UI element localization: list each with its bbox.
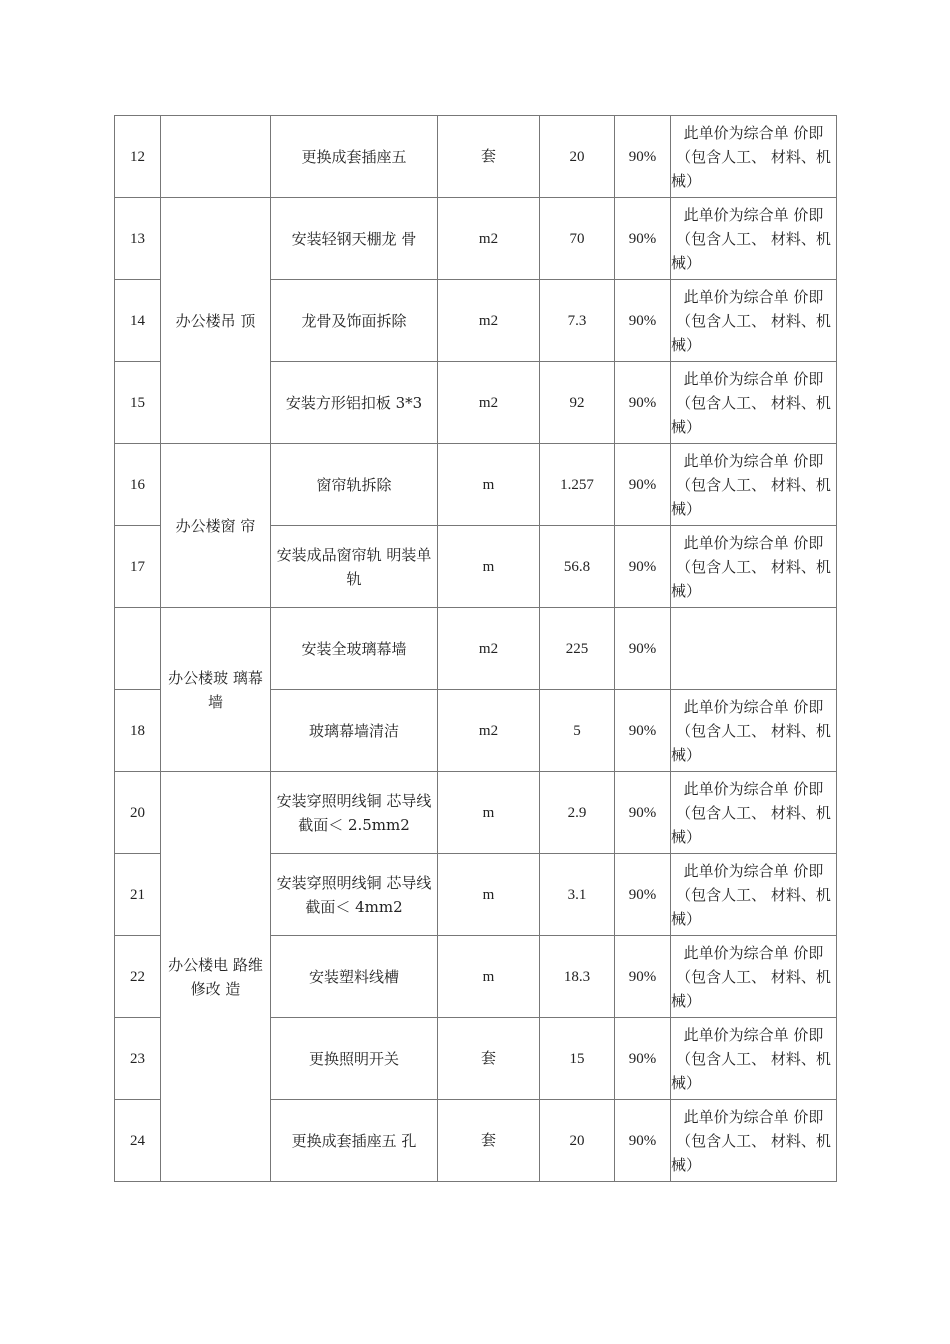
- rate-cell: 90%: [615, 690, 671, 772]
- note-cell: 此单价为综合单 价即（包含人工、 材料、机械）: [671, 1018, 837, 1100]
- unit-cell: 套: [438, 1018, 540, 1100]
- item-name: 安装穿照明线铜 芯导线截面＜ 2.5mm2: [271, 772, 438, 854]
- table-row: [115, 772, 837, 854]
- row-number: 21: [115, 854, 161, 936]
- unit-cell: m2: [438, 690, 540, 772]
- unit-cell: m2: [438, 280, 540, 362]
- unit-cell: 套: [438, 116, 540, 198]
- note-cell: 此单价为综合单 价即（包含人工、 材料、机械）: [671, 198, 837, 280]
- quantity-cell: 92: [540, 362, 615, 444]
- row-number: 18: [115, 690, 161, 772]
- rate-cell: 90%: [615, 1018, 671, 1100]
- item-name: 安装全玻璃幕墙: [271, 608, 438, 690]
- rate-cell: 90%: [615, 1100, 671, 1182]
- rate-cell: 90%: [615, 116, 671, 198]
- rate-cell: 90%: [615, 280, 671, 362]
- quantity-cell: 20: [540, 116, 615, 198]
- quantity-cell: 225: [540, 608, 615, 690]
- row-number: 12: [115, 116, 161, 198]
- quantity-cell: 3.1: [540, 854, 615, 936]
- quantity-cell: 2.9: [540, 772, 615, 854]
- note-cell: 此单价为综合单 价即（包含人工、 材料、机械）: [671, 690, 837, 772]
- table-row: [115, 444, 837, 526]
- table-row: [115, 608, 837, 690]
- unit-cell: m: [438, 444, 540, 526]
- unit-cell: m2: [438, 198, 540, 280]
- note-cell: 此单价为综合单 价即（包含人工、 材料、机械）: [671, 444, 837, 526]
- quantity-cell: 20: [540, 1100, 615, 1182]
- row-number: 14: [115, 280, 161, 362]
- row-number: 20: [115, 772, 161, 854]
- item-name: 窗帘轨拆除: [271, 444, 438, 526]
- note-cell: 此单价为综合单 价即（包含人工、 材料、机械）: [671, 936, 837, 1018]
- note-cell: 此单价为综合单 价即（包含人工、 材料、机械）: [671, 362, 837, 444]
- table-row: [115, 198, 837, 280]
- row-number: [115, 608, 161, 690]
- rate-cell: 90%: [615, 608, 671, 690]
- row-number: 16: [115, 444, 161, 526]
- row-number: 13: [115, 198, 161, 280]
- quantity-cell: 1.257: [540, 444, 615, 526]
- note-cell: 此单价为综合单 价即（包含人工、 材料、机械）: [671, 526, 837, 608]
- item-name: 安装轻钢天棚龙 骨: [271, 198, 438, 280]
- quantity-cell: 5: [540, 690, 615, 772]
- quantity-cell: 70: [540, 198, 615, 280]
- rate-cell: 90%: [615, 444, 671, 526]
- row-number: 17: [115, 526, 161, 608]
- rate-cell: 90%: [615, 936, 671, 1018]
- unit-cell: 套: [438, 1100, 540, 1182]
- quote-table: [114, 115, 837, 1182]
- rate-cell: 90%: [615, 198, 671, 280]
- item-name: 更换照明开关: [271, 1018, 438, 1100]
- category-cell: 办公楼电 路维修改 造: [161, 772, 271, 1182]
- note-cell: 此单价为综合单 价即（包含人工、 材料、机械）: [671, 116, 837, 198]
- unit-cell: m: [438, 526, 540, 608]
- row-number: 22: [115, 936, 161, 1018]
- item-name: 安装成品窗帘轨 明装单轨: [271, 526, 438, 608]
- item-name: 更换成套插座五 孔: [271, 1100, 438, 1182]
- category-cell: [161, 116, 271, 198]
- row-number: 23: [115, 1018, 161, 1100]
- category-cell: 办公楼窗 帘: [161, 444, 271, 608]
- item-name: 更换成套插座五: [271, 116, 438, 198]
- unit-cell: m: [438, 936, 540, 1018]
- table-row: [115, 116, 837, 198]
- item-name: 玻璃幕墙清洁: [271, 690, 438, 772]
- quantity-cell: 7.3: [540, 280, 615, 362]
- row-number: 24: [115, 1100, 161, 1182]
- rate-cell: 90%: [615, 772, 671, 854]
- note-cell: [671, 608, 837, 690]
- row-number: 15: [115, 362, 161, 444]
- category-cell: 办公楼吊 顶: [161, 198, 271, 444]
- note-cell: 此单价为综合单 价即（包含人工、 材料、机械）: [671, 854, 837, 936]
- rate-cell: 90%: [615, 526, 671, 608]
- unit-cell: m2: [438, 608, 540, 690]
- unit-cell: m: [438, 854, 540, 936]
- unit-cell: m2: [438, 362, 540, 444]
- rate-cell: 90%: [615, 362, 671, 444]
- item-name: 龙骨及饰面拆除: [271, 280, 438, 362]
- note-cell: 此单价为综合单 价即（包含人工、 材料、机械）: [671, 1100, 837, 1182]
- quantity-cell: 15: [540, 1018, 615, 1100]
- note-cell: 此单价为综合单 价即（包含人工、 材料、机械）: [671, 772, 837, 854]
- note-cell: 此单价为综合单 价即（包含人工、 材料、机械）: [671, 280, 837, 362]
- quantity-cell: 18.3: [540, 936, 615, 1018]
- item-name: 安装方形铝扣板 3*3: [271, 362, 438, 444]
- unit-cell: m: [438, 772, 540, 854]
- item-name: 安装塑料线槽: [271, 936, 438, 1018]
- category-cell: 办公楼玻 璃幕墙: [161, 608, 271, 772]
- rate-cell: 90%: [615, 854, 671, 936]
- quantity-cell: 56.8: [540, 526, 615, 608]
- item-name: 安装穿照明线铜 芯导线截面＜ 4mm2: [271, 854, 438, 936]
